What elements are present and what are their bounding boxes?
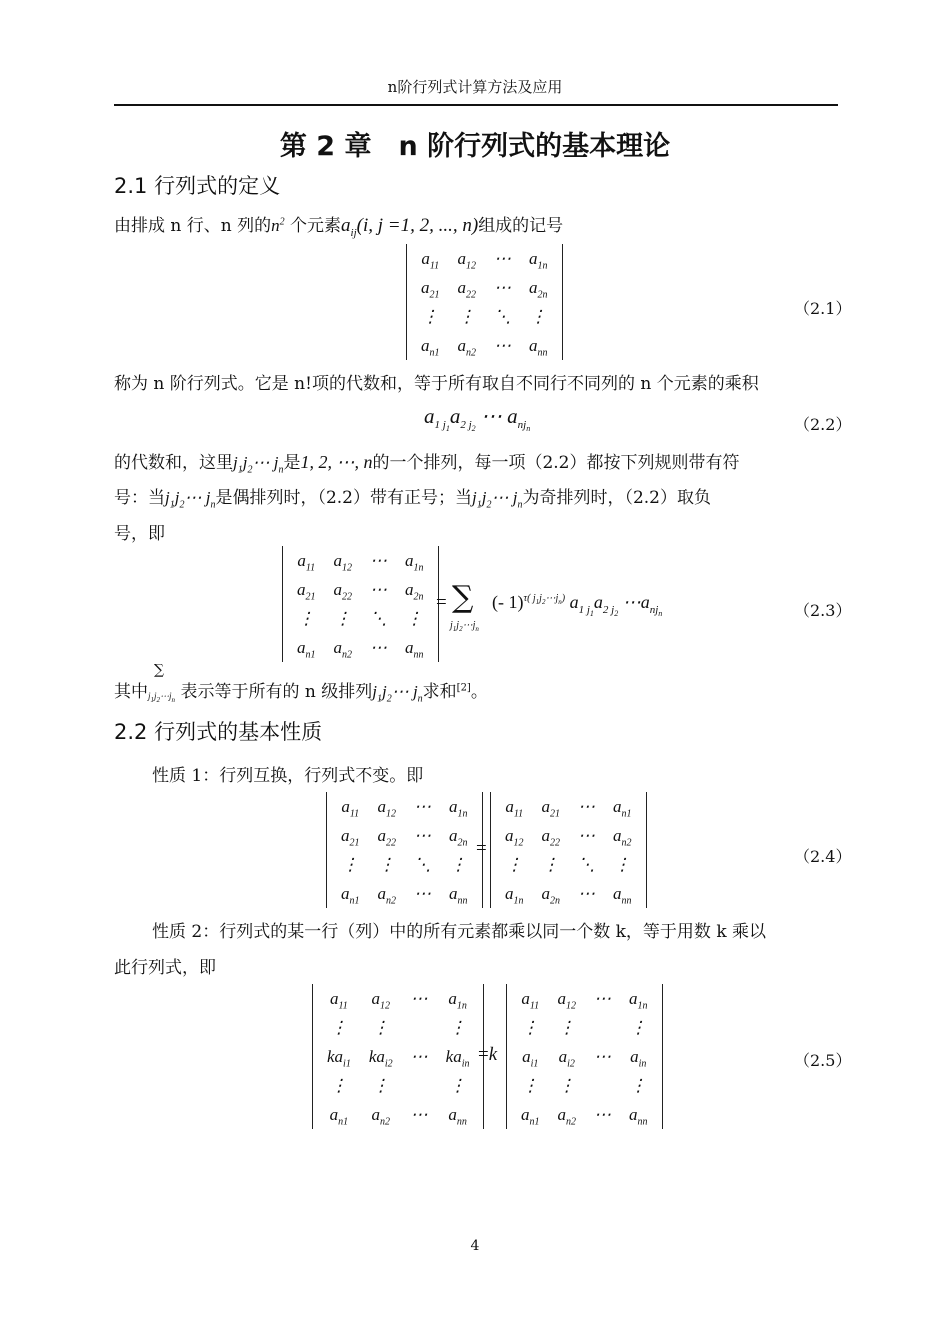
section-heading-2-1: 2.1 行列式的定义 bbox=[114, 174, 281, 198]
property-2-line1: 性质 2：行列式的某一行（列）中的所有元素都乘以同一个数 k，等于用数 k 乘以 bbox=[152, 922, 767, 942]
math-n-squared: $n^2$ bbox=[271, 216, 285, 235]
equation-number-2-4: （2.4） bbox=[794, 847, 852, 866]
determinant-2-5-left: $a_{11}$ $a_{12}$ ⋯ $a_{1n}$ ⋮ ⋮ ⋮ $ka_{i1}$ $ka_{i2}$ ⋯ $ka_{in}$ ⋮ ⋮ ⋮ $a_{n1}$ $a_{n2}$ ⋯ $a_{nn}$ bbox=[312, 984, 484, 1129]
summation-sign: ∑ bbox=[452, 580, 474, 615]
determinant-2-4-left: $a_{11}$ $a_{12}$ ⋯ $a_{1n}$ $a_{21}$ $a_{22}$ ⋯ $a_{2n}$ ⋮ ⋮ ⋱ ⋮ $a_{n1}$ $a_{n2}$ ⋯ $a_{nn}$ bbox=[326, 792, 483, 908]
determinant-2-5-right: $a_{11}$ $a_{12}$ ⋯ $a_{1n}$ ⋮ ⋮ ⋮ $a_{i1}$ $a_{i2}$ ⋯ $a_{in}$ ⋮ ⋮ ⋮ $a_{n1}$ $a_{n2}$ ⋯ $a_{nn}$ bbox=[506, 984, 663, 1129]
section-heading-2-2: 2.2 行列式的基本性质 bbox=[114, 720, 323, 744]
property-2-line2: 此行列式，即 bbox=[114, 958, 216, 978]
paragraph-permutation-line2: 号：当$j_1j_2\cdots$ $j_n$是偶排列时，（2.2）带有正号；当$j_1j_2\cdots$ $j_n$为奇排列时，（2.2）取负 bbox=[114, 488, 711, 511]
paragraph-permutation-line3: 号，即 bbox=[114, 524, 165, 544]
citation-ref: [2] bbox=[456, 682, 471, 694]
header-rule bbox=[114, 104, 838, 106]
determinant-2-1: $a_{11}$ $a_{12}$ ⋯ $a_{1n}$ $a_{21}$ $a_{22}$ ⋯ $a_{2n}$ ⋮ ⋮ ⋱ ⋮ $a_{n1}$ $a_{n2}$ ⋯ $a_{nn}$ bbox=[406, 244, 563, 360]
paragraph-summation-note: 其中$j_1j_2\cdots j_n$ 表示等于所有的 n 级排列$j_1j_2\cdots$ $j_n$求和[2]。 bbox=[114, 682, 488, 705]
chapter-title: 第 2 章 n 阶行列式的基本理论 bbox=[279, 131, 671, 162]
property-1: 性质 1：行列互换，行列式不变。即 bbox=[152, 766, 424, 786]
sign-and-product-2-3: (- 1)$^{\tau( j_1j_2\cdots j_n)}$ $a_{1 j_1}a_{2 j_2}$ $\cdots a_{nj_n}$ bbox=[492, 592, 663, 618]
equals-sign-2-4: = bbox=[476, 838, 487, 859]
page-number: 4 bbox=[470, 1238, 480, 1254]
determinant-2-4-right: $a_{11}$ $a_{21}$ ⋯ $a_{n1}$ $a_{12}$ $a_{22}$ ⋯ $a_{n2}$ ⋮ ⋮ ⋱ ⋮ $a_{1n}$ $a_{2n}$ ⋯ $a_{nn}$ bbox=[490, 792, 647, 908]
determinant-2-3: $a_{11}$ $a_{12}$ ⋯ $a_{1n}$ $a_{21}$ $a_{22}$ ⋯ $a_{2n}$ ⋮ ⋮ ⋱ ⋮ $a_{n1}$ $a_{n2}$ ⋯ $a_{nn}$ bbox=[282, 546, 439, 662]
equation-number-2-5: （2.5） bbox=[794, 1051, 852, 1070]
equals-k-2-5: =k bbox=[478, 1044, 498, 1065]
running-header: n阶行列式计算方法及应用 bbox=[387, 78, 563, 96]
equation-number-2-3: （2.3） bbox=[794, 601, 852, 620]
math-aij: $a_{ij}(i$, j =1, 2, ..., n) bbox=[341, 215, 479, 239]
intro-paragraph: 由排成 n 行、n 列的$n^2$ 个元素$a_{ij}(i$, j =1, 2, ..., n)组成的记号 bbox=[114, 215, 564, 239]
paragraph-n-order: 称为 n 阶行列式。它是 n!项的代数和，等于所有取自不同行不同列的 n 个元素的乘积 bbox=[114, 374, 759, 394]
equals-sign-2-3: = bbox=[436, 592, 447, 613]
equation-number-2-1: （2.1） bbox=[794, 299, 852, 318]
paragraph-permutation-line1: 的代数和，这里$j_1j_2\cdots$ $j_n$是1, 2, ⋯, n的一个排列，每一项（2.2）都按下列规则带有符 bbox=[114, 452, 740, 476]
product-expression-2-2: $a_{1 j_1}a_{2 j_2}$ ⋯ $a_{nj_n}$ bbox=[424, 404, 531, 434]
summation-index: $j_1j_2\cdots j_n$ bbox=[450, 620, 479, 633]
summation-sign-small: ∑ bbox=[154, 662, 164, 678]
equation-number-2-2: （2.2） bbox=[794, 415, 852, 434]
